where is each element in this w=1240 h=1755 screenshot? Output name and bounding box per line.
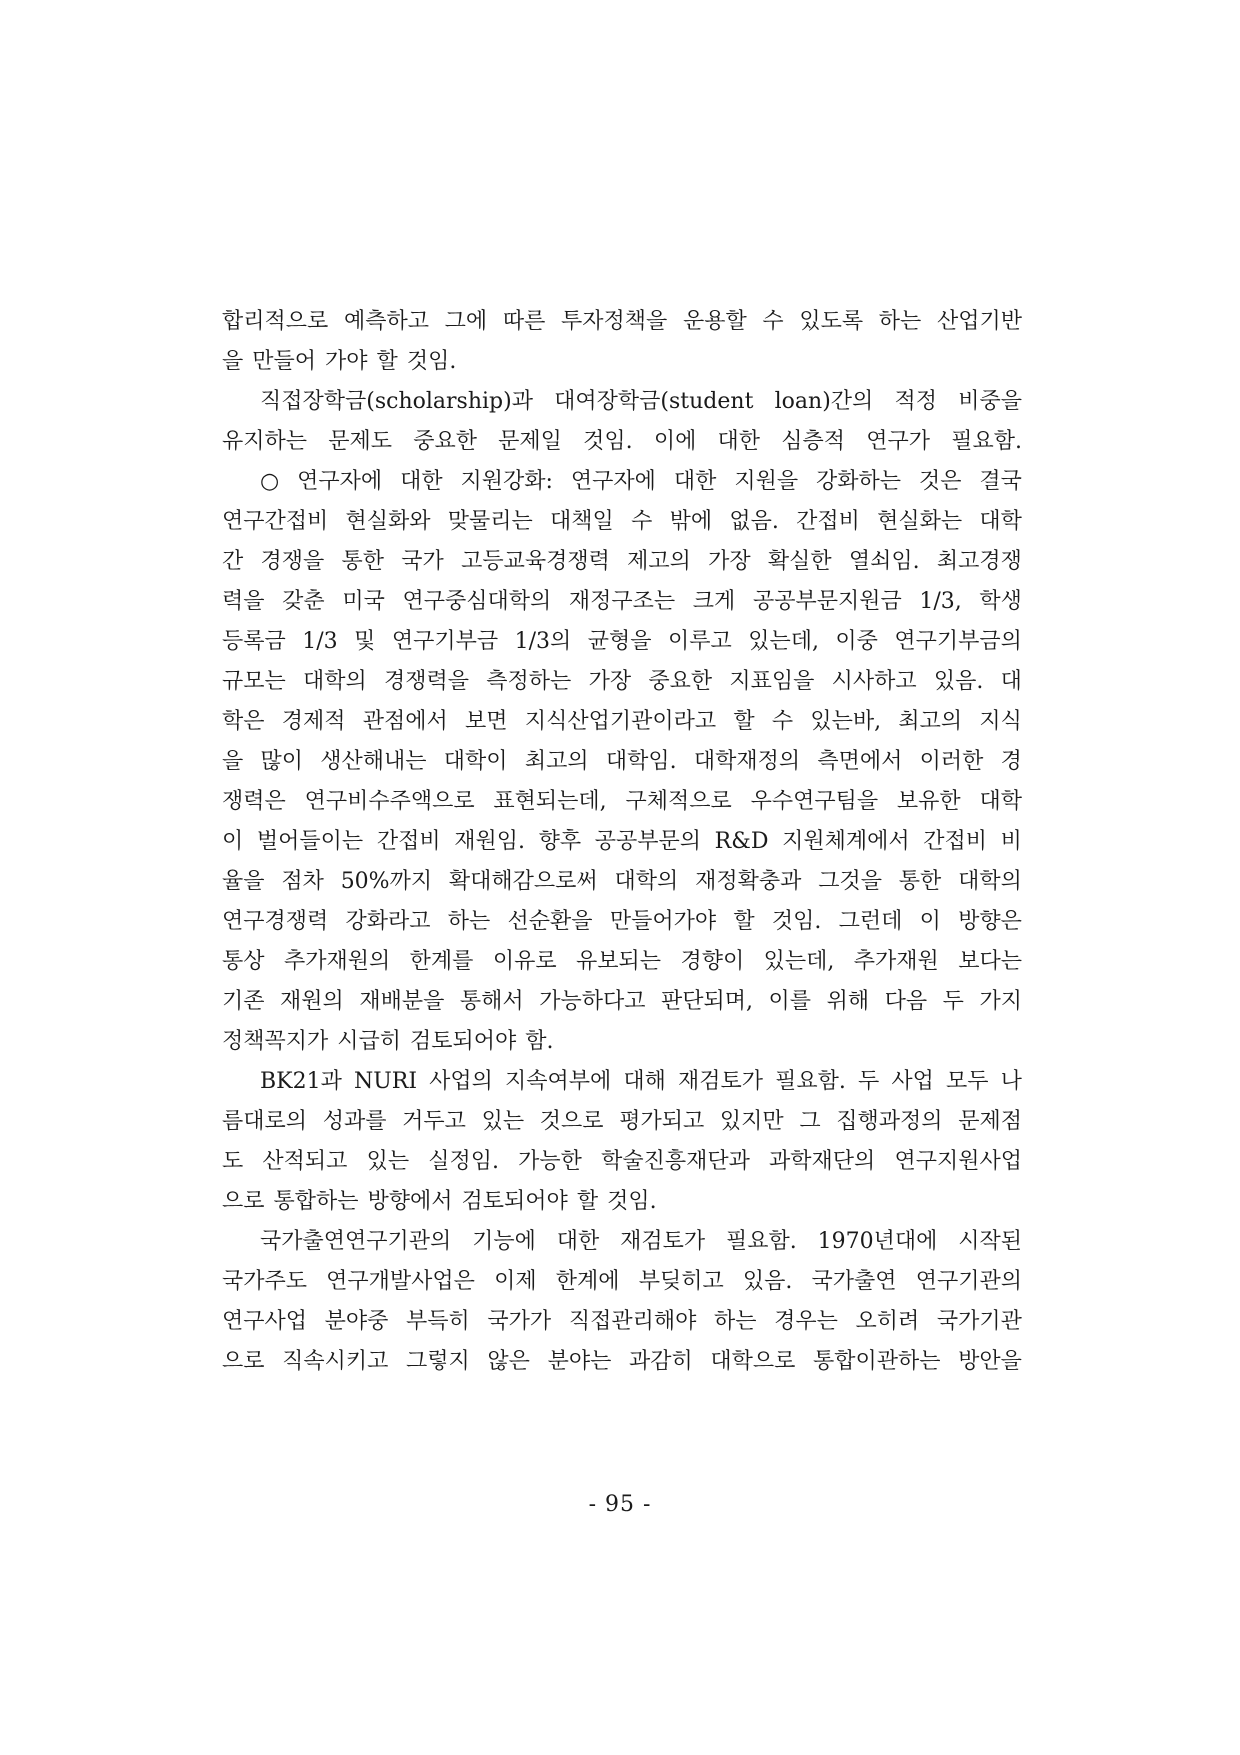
word: 필요함.	[951, 429, 1022, 454]
word: 대	[1000, 669, 1022, 694]
word: 국가기관	[936, 1309, 1022, 1334]
word: 시사하고	[831, 669, 917, 694]
word: 으로	[222, 1189, 265, 1214]
word: R&D	[714, 829, 769, 854]
word: 두	[857, 1069, 880, 1094]
word: 표현되는데,	[493, 789, 607, 814]
text-line	[222, 1062, 1022, 1102]
word: 필요함.	[726, 1229, 797, 1254]
word: 대해	[623, 1069, 666, 1094]
word: 않은	[487, 1349, 530, 1374]
word: 위해	[826, 989, 870, 1014]
text-line	[222, 1182, 1022, 1222]
word: 1970년대에	[817, 1229, 938, 1254]
word: 이중	[835, 629, 878, 654]
word: 가능하다고	[539, 989, 646, 1014]
word: 가지	[979, 989, 1022, 1014]
text-line	[222, 1262, 1022, 1302]
word: 향후	[538, 829, 582, 854]
word: 이를	[768, 989, 812, 1014]
word: 연구기부금	[391, 629, 499, 654]
word: 재정구조는	[568, 589, 676, 614]
word: 할	[376, 349, 398, 374]
word: 할	[733, 709, 755, 734]
word: 하는	[447, 909, 491, 934]
word: 간	[222, 549, 244, 574]
word: 부득히	[406, 1309, 470, 1334]
word: 대학이	[443, 749, 508, 774]
word: 직접관리해야	[568, 1309, 697, 1334]
text-line	[222, 982, 1022, 1022]
word: 미국	[342, 589, 385, 614]
word: 거두고	[402, 1109, 466, 1134]
word: 비중을	[958, 389, 1022, 414]
word: 합리적으로	[222, 309, 329, 334]
word: 있는	[481, 1109, 525, 1134]
word: 국가출연	[811, 1269, 897, 1294]
word: BK21과	[260, 1069, 342, 1094]
text-line	[222, 462, 1022, 502]
word: 경	[1000, 749, 1022, 774]
word: 가장	[708, 549, 751, 574]
word: 대학	[979, 509, 1022, 534]
word: 사업의	[429, 1069, 493, 1094]
text-line	[222, 382, 1022, 422]
text-line	[222, 862, 1022, 902]
word: 연구지원사업	[894, 1149, 1022, 1174]
word: 것임.	[583, 429, 633, 454]
word: 최고의	[898, 709, 963, 734]
word: 중요한	[413, 429, 477, 454]
word: 함.	[525, 1029, 554, 1054]
word: 국가가	[487, 1309, 552, 1334]
word: 수	[771, 709, 794, 734]
word: 확대해감으로써	[448, 869, 598, 894]
word: loan)간의	[774, 389, 874, 414]
word: 통해서	[459, 989, 524, 1014]
text-line	[222, 1222, 1022, 1262]
word: 문제도	[328, 429, 392, 454]
word: 강화하는	[816, 469, 902, 494]
word: 경제적	[281, 709, 346, 734]
text-line	[222, 822, 1022, 862]
word: 대여장학금(student	[554, 389, 754, 414]
word: 시급히	[337, 1029, 402, 1054]
word: 지표임을	[729, 669, 815, 694]
text-line	[222, 742, 1022, 782]
word: 기존	[222, 989, 265, 1014]
word: 학생	[979, 589, 1022, 614]
word: 재배분을	[359, 989, 445, 1014]
word: 두	[942, 989, 964, 1014]
word: 오히려	[855, 1309, 920, 1334]
word: 통합하는	[273, 1189, 359, 1214]
word: 산업기반	[936, 309, 1022, 334]
word: 통합이관하는	[812, 1349, 941, 1374]
text-line	[222, 942, 1022, 982]
word: 그렇지	[406, 1349, 470, 1374]
word: 대한	[556, 1229, 600, 1254]
word: 그에	[444, 309, 488, 334]
word: 재원의	[280, 989, 344, 1014]
text-line	[222, 1302, 1022, 1342]
word: 점차	[281, 869, 324, 894]
word: 연구경쟁력	[222, 909, 329, 934]
word: 있는바,	[810, 709, 882, 734]
word: 없음.	[729, 509, 779, 534]
word: 경쟁력을	[384, 669, 470, 694]
word: 문제점	[958, 1109, 1022, 1134]
word: 만들어가야	[609, 909, 717, 934]
word: 있지만	[719, 1109, 784, 1134]
word: 관점에서	[362, 709, 448, 734]
word: 밖에	[669, 509, 713, 534]
text-line	[222, 542, 1022, 582]
word: NURI	[353, 1069, 418, 1094]
word: 대학재정의	[693, 749, 801, 774]
word: 평가되고	[619, 1109, 705, 1134]
word: 50%까지	[340, 869, 433, 894]
word: 방안을	[958, 1349, 1022, 1374]
word: 강화라고	[345, 909, 431, 934]
text-line	[222, 622, 1022, 662]
text-line	[222, 1102, 1022, 1142]
word: 지원체계에서	[782, 829, 910, 854]
word: 이	[222, 829, 244, 854]
word: 연구개발사업은	[326, 1269, 475, 1294]
text-line	[222, 662, 1022, 702]
word: 대한	[673, 469, 717, 494]
word: 그것을	[818, 869, 882, 894]
word: 대학의	[303, 669, 367, 694]
word: 대학임.	[605, 749, 677, 774]
word: 이유로	[492, 949, 557, 974]
word: 통상	[222, 949, 265, 974]
word: 모두	[945, 1069, 989, 1094]
word: 및	[354, 629, 376, 654]
word: 측정하는	[486, 669, 572, 694]
word: 판단되며,	[660, 989, 753, 1014]
word: 이에	[653, 429, 697, 454]
word: 과감히	[628, 1349, 693, 1374]
word: 그런데	[838, 909, 903, 934]
word: 할	[576, 1189, 599, 1214]
word: 국가	[401, 549, 444, 574]
word: 비	[1000, 829, 1022, 854]
word: 재원임.	[454, 829, 525, 854]
text-line	[222, 782, 1022, 822]
word: 하는	[713, 1309, 757, 1334]
word: 산적되고	[262, 1149, 348, 1174]
text-line	[222, 502, 1022, 542]
word: 대학	[979, 789, 1022, 814]
word: 벌어들이는	[256, 829, 364, 854]
word: 대학으로	[710, 1349, 796, 1374]
word: 있는데,	[748, 629, 819, 654]
word: 균형을	[587, 629, 652, 654]
word: 열쇠임.	[848, 549, 920, 574]
word: 규모는	[222, 669, 286, 694]
word: 고등교육경쟁력	[461, 549, 610, 574]
word: 시작된	[958, 1229, 1022, 1254]
word: 만들어	[252, 349, 317, 374]
word: 방향은	[958, 909, 1022, 934]
word: 것임.	[607, 1189, 657, 1214]
word: 연구중심대학의	[402, 589, 552, 614]
word: 보다는	[958, 949, 1022, 974]
word: 연구비수주액으로	[304, 789, 475, 814]
word: 연구자에	[297, 469, 383, 494]
word: 지원을	[734, 469, 799, 494]
word: 것임.	[771, 909, 822, 934]
word: 심층적	[781, 429, 846, 454]
word: 과학재단의	[769, 1149, 876, 1174]
word: 재검토가	[620, 1229, 706, 1254]
word: 현실화는	[877, 509, 963, 534]
word: 지원강화:	[460, 469, 553, 494]
word: 도	[222, 1149, 244, 1174]
word: 가야	[325, 349, 368, 374]
word: 있음.	[742, 1269, 793, 1294]
word: 실정임.	[428, 1149, 500, 1174]
word: 방향에서	[367, 1189, 453, 1214]
word: 이	[919, 909, 941, 934]
word: 연구간접비	[222, 509, 329, 534]
word: 성과를	[322, 1109, 387, 1134]
word: 따른	[502, 309, 546, 334]
body-text	[222, 302, 1022, 1382]
word: 하는	[878, 309, 922, 334]
text-line	[222, 702, 1022, 742]
word: 연구자에	[570, 469, 656, 494]
word: 추가재원	[853, 949, 939, 974]
word: 경쟁을	[260, 549, 325, 574]
page-number: - 95 -	[588, 1492, 652, 1517]
word: 대학의	[614, 869, 679, 894]
word: 한계를	[409, 949, 474, 974]
word: 필요함.	[775, 1069, 846, 1094]
word: 분야중	[324, 1309, 389, 1334]
word: 대한	[717, 429, 761, 454]
word: 최고의	[524, 749, 589, 774]
word: 으로	[222, 1349, 265, 1374]
word: 중요한	[648, 669, 713, 694]
word: 기능에	[472, 1229, 536, 1254]
word: 이제	[494, 1269, 537, 1294]
word: 검토되어야	[410, 1029, 517, 1054]
word: 다음	[884, 989, 928, 1014]
word: 있음.	[933, 669, 984, 694]
word: 있는데,	[763, 949, 835, 974]
word: 우수연구팀을	[750, 789, 879, 814]
word: 대책일	[550, 509, 614, 534]
text-line	[222, 902, 1022, 942]
word: 측면에서	[817, 749, 903, 774]
word: 결국	[979, 469, 1022, 494]
word: 1/3,	[919, 589, 962, 614]
word: 공공부문의	[594, 829, 702, 854]
word: 직접장학금(scholarship)과	[260, 389, 533, 414]
word: 연구가	[866, 429, 930, 454]
word: 공공부문지원금	[752, 589, 902, 614]
word: 추가재원의	[283, 949, 391, 974]
word: 간접비	[796, 509, 860, 534]
word: 을	[222, 749, 244, 774]
word: 유지하는	[222, 429, 308, 454]
word: 보유한	[896, 789, 961, 814]
word: 그	[799, 1109, 821, 1134]
word: 맞물리는	[447, 509, 533, 534]
word: 있는	[366, 1149, 410, 1174]
word: 수	[762, 309, 784, 334]
text-line	[222, 342, 1022, 382]
word: 있도록	[799, 309, 864, 334]
word: 대학의	[958, 869, 1022, 894]
word: 재검토가	[678, 1069, 764, 1094]
word: 가능한	[518, 1149, 582, 1174]
word: 것임.	[406, 349, 457, 374]
word: 수	[631, 509, 653, 534]
word: 대한	[400, 469, 443, 494]
word: 경향이	[680, 949, 745, 974]
word: 한계에	[555, 1269, 620, 1294]
word: 연구기관의	[915, 1269, 1022, 1294]
word: 간접비	[376, 829, 441, 854]
word: 연구사업	[222, 1309, 308, 1334]
word: 국가주도	[222, 1269, 308, 1294]
word: 검토되어야	[461, 1189, 568, 1214]
word: 쟁력은	[222, 789, 286, 814]
word: 직속시키고	[282, 1349, 389, 1374]
word: 가장	[588, 669, 632, 694]
word: 재정확충과	[695, 869, 802, 894]
text-line	[222, 582, 1022, 622]
word: 분야는	[547, 1349, 612, 1374]
word: 갖춘	[282, 589, 325, 614]
word: 많이	[260, 749, 304, 774]
word: 지식	[979, 709, 1022, 734]
word: 제고의	[627, 549, 691, 574]
word: 학은	[222, 709, 265, 734]
word: 유보되는	[576, 949, 662, 974]
word: 것으로	[539, 1109, 604, 1134]
word: 1/3의	[514, 629, 572, 654]
word: 운용할	[682, 309, 747, 334]
word: 보면	[465, 709, 508, 734]
word: 정책꼭지가	[222, 1029, 329, 1054]
word: 적정	[894, 389, 937, 414]
word: 예측하고	[343, 309, 429, 334]
word: 생산해내는	[320, 749, 427, 774]
word: 력을	[222, 589, 265, 614]
word: 연구기부금의	[894, 629, 1022, 654]
word: 름대로의	[222, 1109, 308, 1134]
text-line	[222, 422, 1022, 462]
word: 확실한	[767, 549, 832, 574]
text-line	[222, 1022, 1022, 1062]
word: 문제일	[498, 429, 562, 454]
word: 현실화와	[345, 509, 431, 534]
word: 경우는	[774, 1309, 838, 1334]
text-line	[222, 1142, 1022, 1182]
word: 지식산업기관이라고	[524, 709, 717, 734]
word: ○	[260, 469, 280, 494]
word: 집행과정의	[836, 1109, 943, 1134]
word: 학술진흥재단과	[601, 1149, 750, 1174]
word: 이러한	[919, 749, 984, 774]
word: 할	[733, 909, 755, 934]
word: 이루고	[667, 629, 732, 654]
word: 간접비	[923, 829, 988, 854]
word: 선순환을	[507, 909, 593, 934]
word: 율을	[222, 869, 265, 894]
word: 통한	[341, 549, 385, 574]
text-line	[222, 1342, 1022, 1382]
word: 사업	[891, 1069, 934, 1094]
word: 크게	[692, 589, 736, 614]
word: 국가출연연구기관의	[260, 1229, 452, 1254]
word: 투자정책을	[561, 309, 668, 334]
word: 을	[222, 349, 244, 374]
word: 통한	[898, 869, 942, 894]
word: 구체적으로	[625, 789, 732, 814]
word: 최고경쟁	[936, 549, 1022, 574]
word: 1/3	[302, 629, 338, 654]
word: 등록금	[222, 629, 286, 654]
text-line	[222, 302, 1022, 342]
word: 지속여부에	[505, 1069, 612, 1094]
word: 것은	[918, 469, 962, 494]
word: 나	[1000, 1069, 1022, 1094]
word: 부딪히고	[638, 1269, 724, 1294]
